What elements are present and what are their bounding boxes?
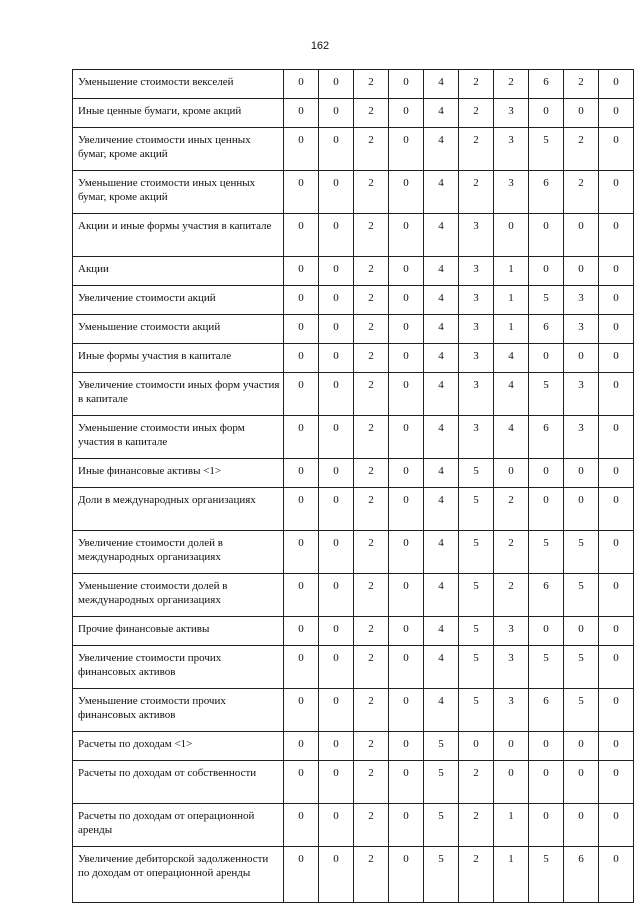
code-digit: 0 <box>564 99 599 128</box>
code-digit: 5 <box>424 761 459 804</box>
row-name: Акции <box>73 257 284 286</box>
code-digit: 0 <box>284 257 319 286</box>
code-digit: 2 <box>494 574 529 617</box>
code-digit: 4 <box>424 257 459 286</box>
code-digit: 5 <box>459 617 494 646</box>
table-row <box>73 315 634 344</box>
table-row <box>73 732 634 761</box>
code-digit: 0 <box>284 99 319 128</box>
code-digit: 5 <box>459 531 494 574</box>
code-digit: 0 <box>284 847 319 903</box>
code-digit: 6 <box>529 689 564 732</box>
code-digit: 4 <box>424 531 459 574</box>
code-digit: 0 <box>319 286 354 315</box>
code-digit: 0 <box>599 617 634 646</box>
code-digit: 0 <box>564 257 599 286</box>
code-digit: 3 <box>459 257 494 286</box>
code-digit: 5 <box>564 574 599 617</box>
code-digit: 0 <box>529 344 564 373</box>
code-digit: 2 <box>564 128 599 171</box>
code-digit: 0 <box>319 761 354 804</box>
row-name: Уменьшение стоимости векселей <box>73 70 284 99</box>
code-digit: 0 <box>529 761 564 804</box>
code-digit: 5 <box>564 531 599 574</box>
code-digit: 6 <box>529 70 564 99</box>
code-digit: 0 <box>494 459 529 488</box>
row-name: Прочие финансовые активы <box>73 617 284 646</box>
code-digit: 2 <box>564 70 599 99</box>
code-digit: 0 <box>284 171 319 214</box>
row-name: Доли в международных организациях <box>73 488 284 531</box>
code-digit: 5 <box>564 689 599 732</box>
code-digit: 0 <box>284 373 319 416</box>
code-digit: 2 <box>354 804 389 847</box>
code-digit: 0 <box>494 732 529 761</box>
code-digit: 0 <box>319 617 354 646</box>
code-digit: 3 <box>459 214 494 257</box>
row-name: Уменьшение стоимости акций <box>73 315 284 344</box>
code-digit: 0 <box>284 617 319 646</box>
code-digit: 3 <box>459 373 494 416</box>
table-row <box>73 531 634 574</box>
code-digit: 0 <box>389 488 424 531</box>
code-digit: 0 <box>389 171 424 214</box>
table-row <box>73 99 634 128</box>
code-digit: 0 <box>389 804 424 847</box>
code-digit: 2 <box>494 70 529 99</box>
code-digit: 0 <box>599 459 634 488</box>
code-digit: 5 <box>529 531 564 574</box>
code-digit: 0 <box>389 257 424 286</box>
code-digit: 2 <box>354 646 389 689</box>
code-digit: 0 <box>599 214 634 257</box>
code-digit: 0 <box>389 847 424 903</box>
table-row <box>73 617 634 646</box>
code-digit: 0 <box>564 761 599 804</box>
table-row <box>73 847 634 903</box>
row-name: Уменьшение стоимости иных форм участия в капитале <box>73 416 284 459</box>
code-digit: 3 <box>459 416 494 459</box>
code-digit: 4 <box>424 315 459 344</box>
code-digit: 0 <box>284 732 319 761</box>
row-name: Акции и иные формы участия в капитале <box>73 214 284 257</box>
code-digit: 0 <box>319 171 354 214</box>
code-digit: 4 <box>424 689 459 732</box>
code-digit: 0 <box>284 689 319 732</box>
code-digit: 3 <box>494 171 529 214</box>
code-digit: 0 <box>599 574 634 617</box>
code-digit: 2 <box>354 286 389 315</box>
code-digit: 5 <box>459 488 494 531</box>
table-body <box>73 70 634 903</box>
code-digit: 0 <box>564 459 599 488</box>
code-digit: 0 <box>284 761 319 804</box>
code-digit: 5 <box>424 847 459 903</box>
row-name: Уменьшение стоимости прочих финансовых активов <box>73 689 284 732</box>
table-row <box>73 257 634 286</box>
code-digit: 0 <box>529 804 564 847</box>
code-digit: 0 <box>389 344 424 373</box>
code-digit: 2 <box>494 488 529 531</box>
code-digit: 2 <box>354 171 389 214</box>
code-digit: 3 <box>564 286 599 315</box>
code-digit: 0 <box>564 732 599 761</box>
table-row <box>73 488 634 531</box>
code-digit: 0 <box>319 315 354 344</box>
code-digit: 0 <box>494 761 529 804</box>
code-digit: 0 <box>319 214 354 257</box>
code-digit: 4 <box>424 99 459 128</box>
code-digit: 0 <box>389 574 424 617</box>
code-digit: 0 <box>529 459 564 488</box>
code-digit: 0 <box>319 459 354 488</box>
table-row <box>73 804 634 847</box>
code-digit: 0 <box>389 761 424 804</box>
code-digit: 2 <box>354 99 389 128</box>
code-digit: 4 <box>424 373 459 416</box>
code-digit: 0 <box>319 373 354 416</box>
table-row <box>73 70 634 99</box>
code-digit: 5 <box>424 732 459 761</box>
row-name: Увеличение стоимости прочих финансовых активов <box>73 646 284 689</box>
code-digit: 4 <box>424 286 459 315</box>
table-row <box>73 286 634 315</box>
code-digit: 4 <box>424 128 459 171</box>
code-digit: 4 <box>424 459 459 488</box>
code-digit: 4 <box>424 171 459 214</box>
code-digit: 5 <box>529 646 564 689</box>
code-digit: 0 <box>599 732 634 761</box>
code-digit: 2 <box>354 70 389 99</box>
row-name: Иные ценные бумаги, кроме акций <box>73 99 284 128</box>
table-row <box>73 171 634 214</box>
code-digit: 4 <box>494 344 529 373</box>
code-digit: 4 <box>424 617 459 646</box>
code-digit: 3 <box>494 646 529 689</box>
code-digit: 4 <box>424 488 459 531</box>
code-digit: 4 <box>424 214 459 257</box>
code-digit: 2 <box>354 732 389 761</box>
code-digit: 2 <box>459 70 494 99</box>
code-digit: 2 <box>459 761 494 804</box>
code-digit: 0 <box>284 416 319 459</box>
code-digit: 0 <box>529 488 564 531</box>
code-digit: 0 <box>529 99 564 128</box>
code-digit: 0 <box>494 214 529 257</box>
row-name: Увеличение стоимости долей в международных организациях <box>73 531 284 574</box>
code-digit: 4 <box>424 574 459 617</box>
code-digit: 0 <box>284 488 319 531</box>
code-digit: 2 <box>354 257 389 286</box>
code-digit: 0 <box>389 70 424 99</box>
code-digit: 0 <box>284 128 319 171</box>
code-digit: 0 <box>599 373 634 416</box>
row-name: Расчеты по доходам от операционной аренды <box>73 804 284 847</box>
row-name: Увеличение стоимости иных форм участия в капитале <box>73 373 284 416</box>
code-digit: 0 <box>284 315 319 344</box>
code-digit: 0 <box>599 646 634 689</box>
code-digit: 3 <box>459 315 494 344</box>
code-digit: 1 <box>494 847 529 903</box>
table-row <box>73 416 634 459</box>
code-digit: 0 <box>599 128 634 171</box>
code-digit: 0 <box>284 646 319 689</box>
code-digit: 0 <box>319 257 354 286</box>
code-digit: 0 <box>319 416 354 459</box>
row-name: Уменьшение стоимости долей в международных организациях <box>73 574 284 617</box>
code-digit: 0 <box>319 128 354 171</box>
code-digit: 0 <box>459 732 494 761</box>
code-digit: 0 <box>319 847 354 903</box>
code-digit: 0 <box>564 344 599 373</box>
code-digit: 2 <box>354 344 389 373</box>
code-digit: 2 <box>354 416 389 459</box>
code-digit: 0 <box>529 732 564 761</box>
code-digit: 2 <box>494 531 529 574</box>
table-row <box>73 373 634 416</box>
code-digit: 0 <box>319 70 354 99</box>
code-digit: 0 <box>599 761 634 804</box>
code-digit: 2 <box>459 847 494 903</box>
code-digit: 0 <box>564 214 599 257</box>
code-digit: 6 <box>529 574 564 617</box>
code-digit: 2 <box>354 761 389 804</box>
code-digit: 0 <box>599 70 634 99</box>
budget-code-table <box>72 69 634 903</box>
code-digit: 2 <box>459 804 494 847</box>
code-digit: 0 <box>284 574 319 617</box>
code-digit: 0 <box>599 171 634 214</box>
code-digit: 2 <box>354 617 389 646</box>
code-digit: 3 <box>459 286 494 315</box>
code-digit: 6 <box>529 315 564 344</box>
code-digit: 3 <box>494 689 529 732</box>
code-digit: 0 <box>284 70 319 99</box>
code-digit: 0 <box>529 617 564 646</box>
table-row <box>73 689 634 732</box>
code-digit: 3 <box>564 373 599 416</box>
code-digit: 0 <box>529 214 564 257</box>
code-digit: 2 <box>354 847 389 903</box>
row-name: Увеличение стоимости акций <box>73 286 284 315</box>
code-digit: 3 <box>564 416 599 459</box>
code-digit: 6 <box>529 416 564 459</box>
code-digit: 4 <box>424 70 459 99</box>
code-digit: 0 <box>389 531 424 574</box>
code-digit: 2 <box>459 128 494 171</box>
code-digit: 0 <box>284 286 319 315</box>
code-digit: 0 <box>529 257 564 286</box>
code-digit: 0 <box>564 488 599 531</box>
code-digit: 0 <box>599 488 634 531</box>
page-number: 162 <box>310 40 330 52</box>
code-digit: 0 <box>389 315 424 344</box>
code-digit: 2 <box>354 574 389 617</box>
code-digit: 0 <box>599 847 634 903</box>
code-digit: 0 <box>319 488 354 531</box>
code-digit: 1 <box>494 804 529 847</box>
row-name: Расчеты по доходам от собственности <box>73 761 284 804</box>
code-digit: 2 <box>354 488 389 531</box>
table-row <box>73 761 634 804</box>
code-digit: 1 <box>494 257 529 286</box>
code-digit: 0 <box>599 804 634 847</box>
code-digit: 5 <box>459 574 494 617</box>
code-digit: 0 <box>319 344 354 373</box>
code-digit: 2 <box>459 99 494 128</box>
code-digit: 0 <box>599 286 634 315</box>
code-digit: 0 <box>389 689 424 732</box>
code-digit: 2 <box>459 171 494 214</box>
code-digit: 3 <box>459 344 494 373</box>
code-digit: 4 <box>494 373 529 416</box>
code-digit: 0 <box>319 646 354 689</box>
code-digit: 6 <box>564 847 599 903</box>
code-digit: 4 <box>494 416 529 459</box>
code-digit: 5 <box>564 646 599 689</box>
code-digit: 1 <box>494 286 529 315</box>
code-digit: 0 <box>599 315 634 344</box>
code-digit: 0 <box>389 459 424 488</box>
code-digit: 5 <box>529 286 564 315</box>
code-digit: 3 <box>494 128 529 171</box>
table-row <box>73 214 634 257</box>
code-digit: 0 <box>389 286 424 315</box>
code-digit: 3 <box>494 99 529 128</box>
code-digit: 4 <box>424 646 459 689</box>
code-digit: 4 <box>424 416 459 459</box>
code-digit: 1 <box>494 315 529 344</box>
code-digit: 0 <box>389 646 424 689</box>
code-digit: 2 <box>354 315 389 344</box>
code-digit: 2 <box>354 373 389 416</box>
code-digit: 0 <box>284 804 319 847</box>
code-digit: 0 <box>319 531 354 574</box>
code-digit: 0 <box>599 531 634 574</box>
code-digit: 0 <box>389 617 424 646</box>
code-digit: 0 <box>389 99 424 128</box>
code-digit: 0 <box>284 344 319 373</box>
code-digit: 0 <box>284 214 319 257</box>
row-name: Увеличение стоимости иных ценных бумаг, кроме акций <box>73 128 284 171</box>
code-digit: 2 <box>354 214 389 257</box>
code-digit: 0 <box>389 214 424 257</box>
code-digit: 0 <box>284 531 319 574</box>
code-digit: 5 <box>459 459 494 488</box>
code-digit: 2 <box>564 171 599 214</box>
code-digit: 3 <box>564 315 599 344</box>
row-name: Расчеты по доходам <1> <box>73 732 284 761</box>
code-digit: 0 <box>389 373 424 416</box>
code-digit: 0 <box>319 689 354 732</box>
code-digit: 2 <box>354 459 389 488</box>
code-digit: 5 <box>424 804 459 847</box>
code-digit: 0 <box>599 344 634 373</box>
code-digit: 0 <box>389 416 424 459</box>
table-row <box>73 646 634 689</box>
row-name: Иные формы участия в капитале <box>73 344 284 373</box>
table-row <box>73 128 634 171</box>
code-digit: 5 <box>459 646 494 689</box>
code-digit: 2 <box>354 128 389 171</box>
row-name: Увеличение дебиторской задолженности по доходам от операционной аренды <box>73 847 284 903</box>
table-row <box>73 344 634 373</box>
code-digit: 0 <box>599 689 634 732</box>
code-digit: 0 <box>389 128 424 171</box>
code-digit: 0 <box>599 416 634 459</box>
code-digit: 0 <box>319 99 354 128</box>
code-digit: 5 <box>529 373 564 416</box>
code-digit: 2 <box>354 689 389 732</box>
row-name: Иные финансовые активы <1> <box>73 459 284 488</box>
code-digit: 0 <box>599 99 634 128</box>
code-digit: 5 <box>459 689 494 732</box>
code-digit: 0 <box>319 732 354 761</box>
code-digit: 2 <box>354 531 389 574</box>
code-digit: 6 <box>529 171 564 214</box>
code-digit: 4 <box>424 344 459 373</box>
code-digit: 0 <box>564 804 599 847</box>
code-digit: 0 <box>319 804 354 847</box>
code-digit: 0 <box>284 459 319 488</box>
code-digit: 0 <box>564 617 599 646</box>
code-digit: 0 <box>319 574 354 617</box>
table-row <box>73 574 634 617</box>
code-digit: 0 <box>389 732 424 761</box>
table-row <box>73 459 634 488</box>
code-digit: 5 <box>529 847 564 903</box>
code-digit: 3 <box>494 617 529 646</box>
row-name: Уменьшение стоимости иных ценных бумаг, кроме акций <box>73 171 284 214</box>
code-digit: 5 <box>529 128 564 171</box>
code-digit: 0 <box>599 257 634 286</box>
